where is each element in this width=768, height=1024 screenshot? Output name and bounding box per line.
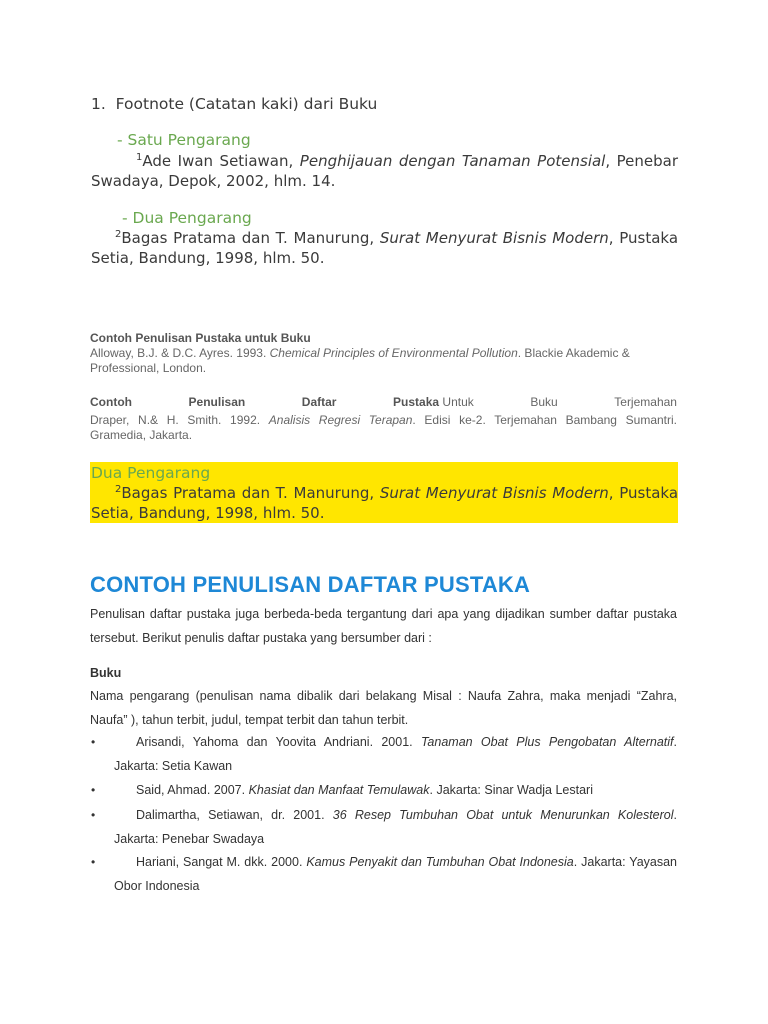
- list-item-post: . Jakarta: Sinar Wadja Lestari: [429, 783, 593, 797]
- heading-word: Penulisan: [188, 395, 246, 409]
- satu-pengarang-label: - Satu Pengarang: [117, 131, 251, 149]
- contoh-terjemahan-rest: . Edisi ke-2. Terjemahan Bambang Sumantri.: [412, 413, 677, 427]
- contoh-terjemahan-author: Draper, N.& H. Smith. 1992.: [90, 413, 269, 427]
- list-item-pre: Hariani, Sangat M. dkk. 2000.: [136, 855, 307, 869]
- highlight-content: [91, 463, 678, 523]
- reference-list: [0, 730, 768, 900]
- bullet-icon: •: [91, 783, 96, 797]
- footnote-number: 1: [136, 152, 143, 163]
- list-item-line2: Jakarta: Penebar Swadaya: [114, 832, 265, 846]
- contoh-buku-heading: Contoh Penulisan Pustaka untuk Buku: [90, 331, 311, 345]
- heading-word: Terjemahan: [614, 395, 677, 409]
- heading-word: Pustaka: [393, 395, 440, 409]
- contoh-buku-line2: Professional, London.: [90, 361, 207, 375]
- heading-word: Daftar: [301, 395, 337, 409]
- contoh-terjemahan-heading: [90, 395, 677, 410]
- footnote-book-title: Surat Menyurat Bisnis Modern: [379, 229, 609, 247]
- list-item-title: 36 Resep Tumbuhan Obat untuk Menurunkan Kolesterol: [332, 808, 674, 822]
- bullet-icon: •: [91, 735, 96, 749]
- list-item: [90, 778, 677, 802]
- heading-word: Untuk: [442, 395, 474, 409]
- footnote-author: Ade Iwan Setiawan,: [142, 152, 300, 170]
- buku-desc-line2: Naufa” ), tahun terbit, judul, tempat terbit dan tahun terbit.: [90, 713, 409, 727]
- list-item: [90, 803, 677, 851]
- footnote-rest: , Pustaka: [608, 229, 679, 247]
- heading-word: Buku: [530, 395, 558, 409]
- contoh-terjemahan-title: Analisis Regresi Terapan: [268, 413, 413, 427]
- contoh-buku-title: Chemical Principles of Environmental Pollution: [269, 346, 518, 360]
- highlight-line2: Setia, Bandung, 1998, hlm. 50.: [91, 504, 325, 522]
- footnote-line2: Setia, Bandung, 1998, hlm. 50.: [91, 249, 325, 267]
- footnote-book-title: Penghijauan dengan Tanaman Potensial: [299, 152, 606, 170]
- list-item-line2: Obor Indonesia: [114, 879, 200, 893]
- footnote-satu: [91, 151, 678, 191]
- contoh-terjemahan: [90, 395, 677, 443]
- intro-paragraph: [90, 602, 677, 650]
- footnote-author: Bagas Pratama dan T. Manurung,: [121, 229, 380, 247]
- heading-word: Contoh: [90, 395, 132, 409]
- bullet-icon: •: [91, 855, 96, 869]
- footnote-rest: , Penebar: [605, 152, 678, 170]
- buku-desc-line1: Nama pengarang (penulisan nama dibalik dari belakang Misal : Naufa Zahra, maka menjadi “Zahra,: [90, 689, 677, 703]
- list-item-line2: Jakarta: Setia Kawan: [114, 759, 233, 773]
- list-item-pre: Said, Ahmad. 2007.: [136, 783, 249, 797]
- highlight-rest: , Pustaka: [608, 484, 679, 502]
- section-number: 1.: [91, 95, 106, 113]
- contoh-buku-rest: . Blackie Akademic &: [517, 346, 630, 360]
- list-item-title: Tanaman Obat Plus Pengobatan Alternatif: [420, 735, 674, 749]
- list-item: [90, 730, 677, 778]
- footnote-number: 2: [115, 229, 122, 240]
- contoh-buku-author: Alloway, B.J. & D.C. Ayres. 1993.: [90, 346, 270, 360]
- daftar-pustaka-heading: CONTOH PENULISAN DAFTAR PUSTAKA: [90, 572, 531, 597]
- buku-description: [90, 684, 677, 732]
- contoh-terjemahan-line2: Gramedia, Jakarta.: [90, 428, 193, 442]
- list-item: [90, 850, 677, 898]
- highlight-author: Bagas Pratama dan T. Manurung,: [121, 484, 380, 502]
- intro-line1: Penulisan daftar pustaka juga berbeda-beda tergantung dari apa yang dijadikan sumber daftar pustaka: [90, 607, 677, 621]
- section-title: Footnote (Catatan kaki) dari Buku: [115, 95, 378, 113]
- footnote-line2: Swadaya, Depok, 2002, hlm. 14.: [91, 172, 336, 190]
- highlight-title: Surat Menyurat Bisnis Modern: [379, 484, 609, 502]
- section-heading: [91, 94, 377, 114]
- buku-heading: Buku: [90, 666, 122, 680]
- highlight-label: Dua Pengarang: [91, 464, 211, 482]
- list-item-title: Kamus Penyakit dan Tumbuhan Obat Indonesia: [306, 855, 574, 869]
- list-item-post: . Jakarta: Yayasan: [573, 855, 677, 869]
- dua-pengarang-label: - Dua Pengarang: [122, 209, 252, 227]
- footnote-dua: [91, 228, 678, 268]
- bullet-icon: •: [91, 808, 96, 822]
- list-item-title: Khasiat dan Manfaat Temulawak: [248, 783, 430, 797]
- heading-word-group: [393, 395, 474, 410]
- intro-line2: tersebut. Berikut penulis daftar pustaka yang bersumber dari :: [90, 631, 432, 645]
- list-item-pre: Dalimartha, Setiawan, dr. 2001.: [136, 808, 333, 822]
- list-item-pre: Arisandi, Yahoma dan Yoovita Andriani. 2001.: [136, 735, 421, 749]
- footnote-number: 2: [115, 484, 122, 495]
- contoh-buku: [90, 331, 680, 376]
- list-item-post: .: [673, 735, 677, 749]
- list-item-post: .: [673, 808, 677, 822]
